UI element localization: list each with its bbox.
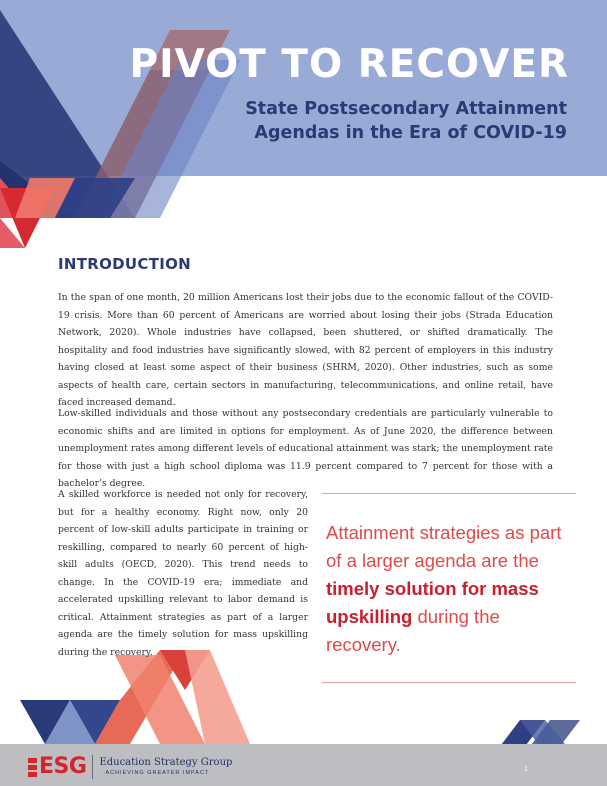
document-title: PIVOT TO RECOVER bbox=[129, 42, 569, 87]
organization-tagline: ACHIEVING GREATER IMPACT bbox=[105, 770, 210, 776]
section-heading: INTRODUCTION bbox=[58, 255, 192, 273]
body-paragraph-2: Low-skilled individuals and those without any postsecondary credentials are particularly vulnerable to economic shifts and are limited in options for employment. As of June 2020, the difference between unemployment rates among different levels of educational attainment was stark; the unemployment rate for those with just a high school diploma was 11.9 percent compared to 7 percent for those with a bachelor’s degree. bbox=[58, 408, 553, 489]
pullquote-rule-bottom bbox=[322, 682, 576, 683]
subtitle-line-2: Agendas in the Era of COVID-19 bbox=[254, 123, 567, 143]
logo-words bbox=[99, 756, 232, 778]
logo-bars-icon bbox=[28, 758, 37, 777]
pullquote-rule-top bbox=[322, 493, 576, 494]
pullquote-text-after: during the recovery. bbox=[326, 606, 500, 655]
organization-name: Education Strategy Group bbox=[99, 757, 233, 768]
pullquote bbox=[326, 519, 576, 659]
pullquote-text-before: Attainment strategies as part of a larger agenda are the bbox=[326, 522, 562, 571]
pullquote-emphasis: timely solution for mass upskilling bbox=[326, 578, 539, 627]
subtitle-line-1: State Postsecondary Attainment bbox=[245, 99, 567, 119]
body-paragraph-1: In the span of one month, 20 million Americans lost their jobs due to the economic fallout of the COVID-19 crisis. More than 60 percent of Americans are worried about losing their jobs (Strada Education Network, 2020). Whole industries have collapsed, been shuttered, or shifted dramatically. The hospitality and food industries have significantly slowed, with 82 percent of employers in this industry having closed at least some aspect of their business (SHRM, 2020). Other industries, such as some aspects of health care, certain sectors in manufacturing, telecommunications, and online retail, have faced increased demand. bbox=[58, 292, 553, 408]
document-subtitle bbox=[245, 97, 567, 145]
body-paragraph-3: A skilled workforce is needed not only for recovery, but for a healthy economy. Right now, only 20 percent of low-skill adults participate in training or reskilling, compared to nearly 60 percent of high-skill adults (OECD, 2020). This trend needs to change. In the COVID-19 era; immediate and accelerated upskilling relevant to labor demand is critical. Attainment strategies as part of a larger agenda are the timely solution for mass upskilling during the recovery. bbox=[58, 489, 308, 658]
logo-mark bbox=[28, 754, 86, 780]
page-number: 1 bbox=[524, 766, 528, 773]
logo-text: ESG bbox=[39, 754, 87, 779]
esg-logo bbox=[28, 754, 232, 780]
logo-divider bbox=[92, 755, 93, 779]
